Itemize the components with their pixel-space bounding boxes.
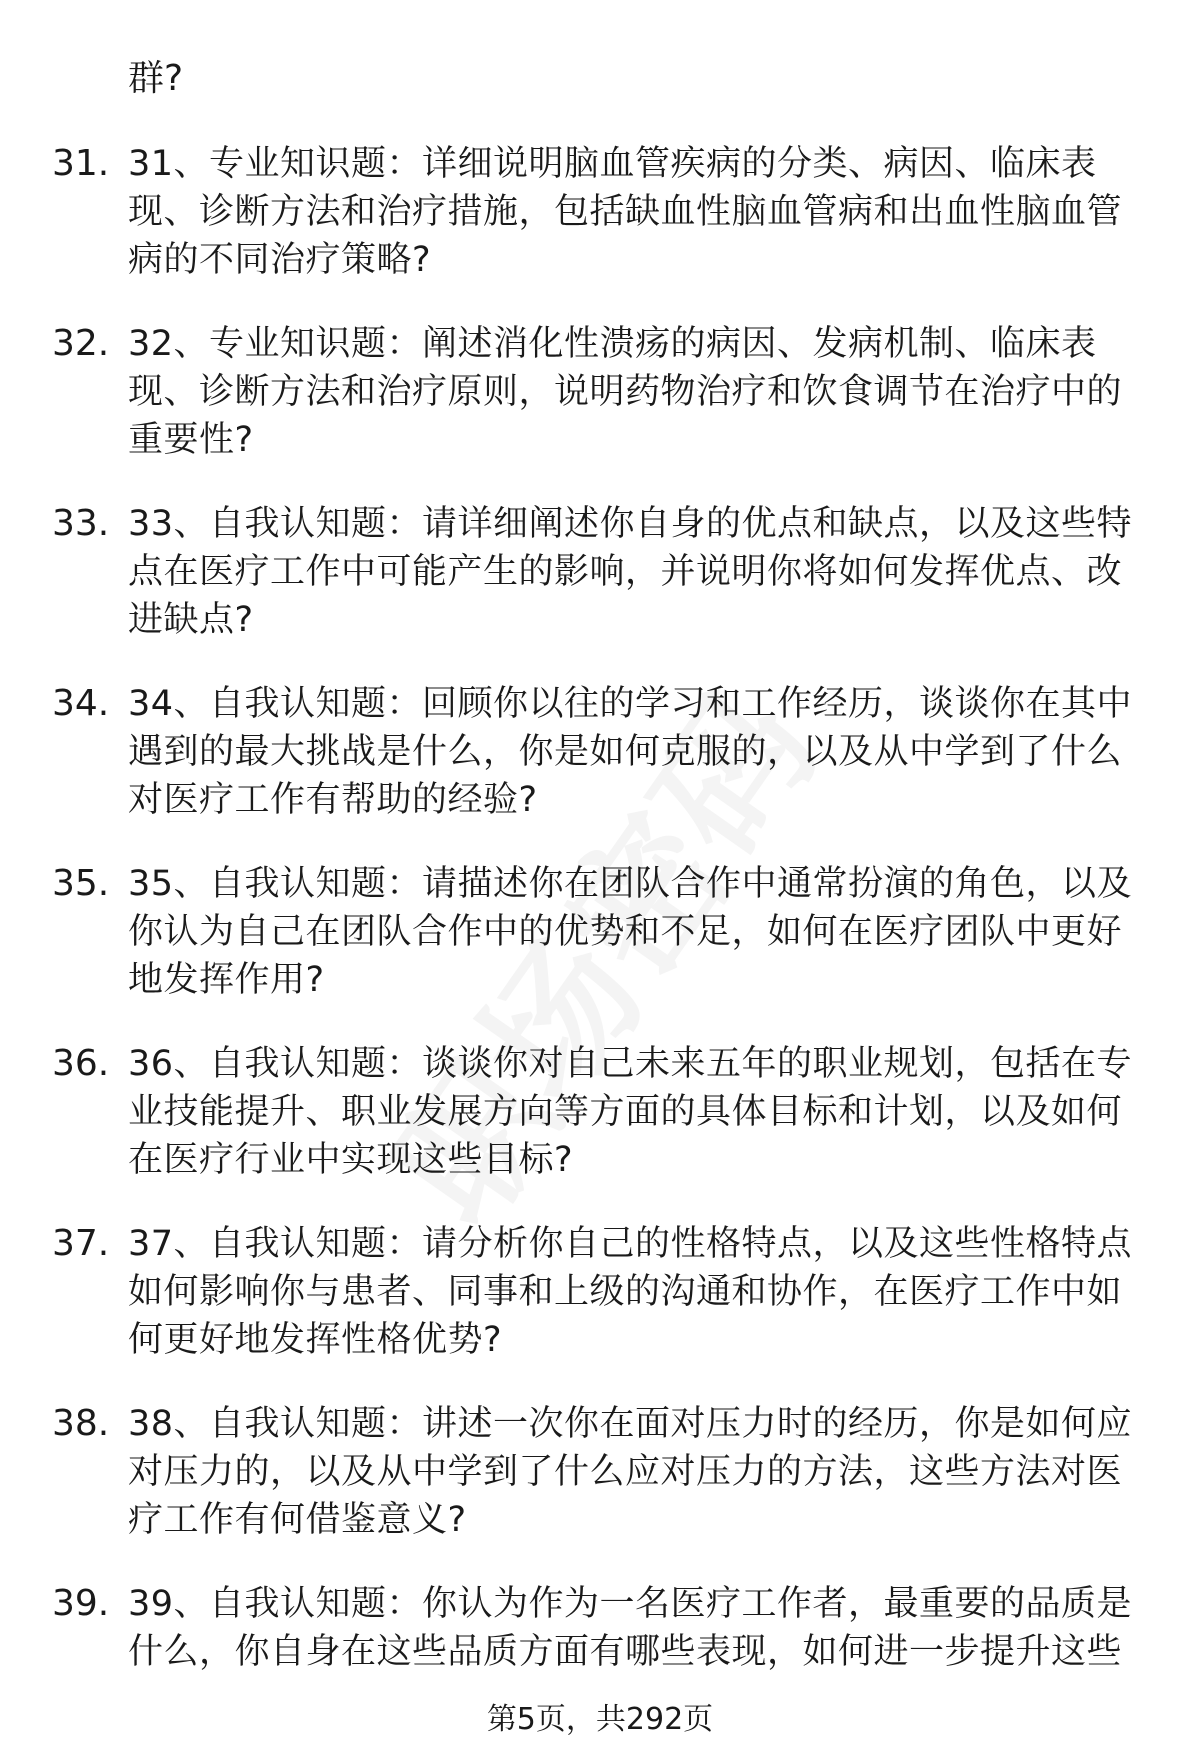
question-item [0,680,1200,860]
question-text: 37、自我认知题：请分析你自己的性格特点，以及这些性格特点如何影响你与患者、同事和上级的沟通和协作，在医疗工作中如何更好地发挥性格优势? [128,1224,1133,1360]
question-item [0,320,1200,500]
question-number: 35. [52,863,110,904]
question-number: 36. [52,1043,110,1084]
question-text: 35、自我认知题：请描述你在团队合作中通常扮演的角色，以及你认为自己在团队合作中的优势和不足，如何在医疗团队中更好地发挥作用? [128,864,1133,1000]
question-text: 34、自我认知题：回顾你以往的学习和工作经历，谈谈你在其中遇到的最大挑战是什么，你是如何克服的，以及从中学到了什么对医疗工作有帮助的经验? [128,684,1133,820]
question-text: 38、自我认知题：讲述一次你在面对压力时的经历，你是如何应对压力的，以及从中学到了什么应对压力的方法，这些方法对医疗工作有何借鉴意义? [128,1404,1133,1540]
question-text: 32、专业知识题：阐述消化性溃疡的病因、发病机制、临床表现、诊断方法和治疗原则，说明药物治疗和饮食调节在治疗中的重要性? [128,324,1123,460]
question-item [0,1400,1200,1580]
question-number: 33. [52,503,110,544]
question-text: 33、自我认知题：请详细阐述你自身的优点和缺点，以及这些特点在医疗工作中可能产生的影响，并说明你将如何发挥优点、改进缺点? [128,504,1133,640]
question-number: 32. [52,323,110,364]
question-number: 39. [52,1583,110,1624]
question-item [0,860,1200,1040]
question-text: 31、专业知识题：详细说明脑血管疾病的分类、病因、临床表现、诊断方法和治疗措施，包括缺血性脑血管病和出血性脑血管病的不同治疗策略? [128,144,1123,280]
question-item [0,1220,1200,1400]
question-list [0,140,1200,1760]
question-number: 34. [52,683,110,724]
question-number: 37. [52,1223,110,1264]
question-number: 31. [52,143,110,184]
continuation-text: 群? [128,58,184,99]
question-item [0,1040,1200,1220]
page-footer: 第5页，共292页 [486,1702,714,1737]
question-item [0,140,1200,320]
question-number: 38. [52,1403,110,1444]
question-item [0,500,1200,680]
question-text: 39、自我认知题：你认为作为一名医疗工作者，最重要的品质是什么，你自身在这些品质方面有哪些表现，如何进一步提升这些 [128,1584,1133,1672]
question-text: 36、自我认知题：谈谈你对自己未来五年的职业规划，包括在专业技能提升、职业发展方向等方面的具体目标和计划，以及如何在医疗行业中实现这些目标? [128,1044,1133,1180]
